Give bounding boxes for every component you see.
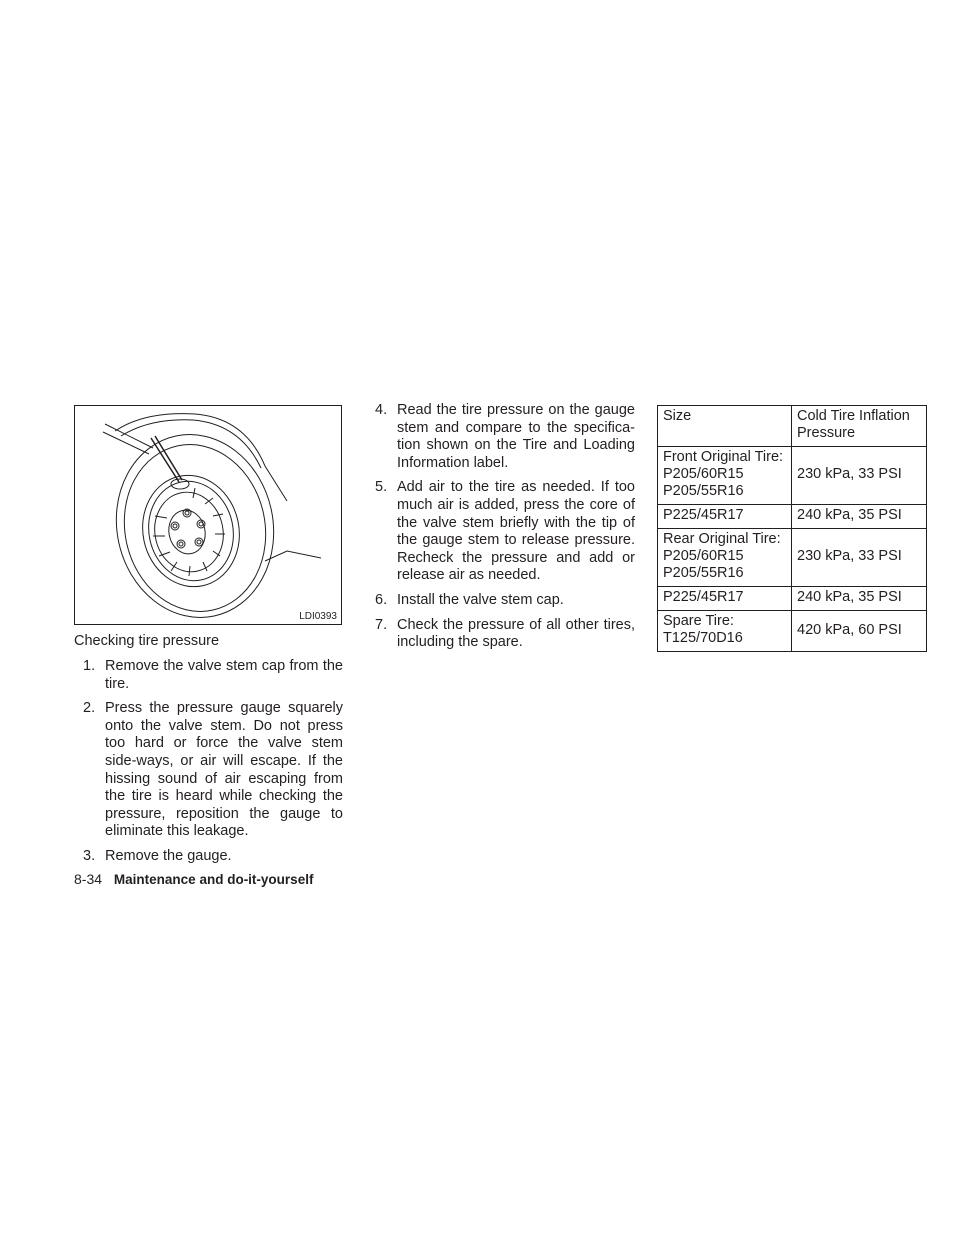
step-text: Install the valve stem cap. [397, 591, 564, 608]
header-pressure: Cold Tire Inflation Pressure [792, 406, 927, 447]
page-number: 8-34 [74, 871, 103, 887]
table-row [658, 529, 927, 587]
step-number: 2. [83, 700, 96, 717]
step-number: 3. [83, 847, 96, 864]
page-footer [74, 870, 313, 889]
steps-list-left [83, 658, 343, 873]
list-item [83, 658, 343, 693]
section-title: Maintenance and do-it-yourself [113, 872, 314, 887]
step-text: Remove the gauge. [105, 847, 232, 864]
figure-caption: Checking tire pressure [74, 633, 220, 649]
step-text: Check the pressure of all other tires, including the spare. [397, 616, 635, 651]
pressure-cell: 420 kPa, 60 PSI [792, 611, 927, 652]
list-item [375, 617, 635, 652]
tire-gauge-drawing [75, 406, 342, 625]
step-text: Read the tire pressure on the gauge stem and compare to the specifica-tion shown on the Tire and Loading Information label. [397, 402, 635, 471]
header-size: Size [658, 406, 792, 447]
step-number: 4. [375, 402, 388, 418]
pressure-cell: 230 kPa, 33 PSI [792, 447, 927, 505]
steps-list-right [375, 402, 635, 659]
list-item [83, 700, 343, 841]
step-text: Press the pressure gauge squarely onto the valve stem. Do not press too hard or force the valve stem side-ways, or air will escape. If the hissing sound of air escaping from the tire is heard while checking the pressure, reposition the gauge to eliminate this leakage. [105, 700, 343, 840]
step-text: Remove the valve stem cap from the tire. [105, 658, 343, 692]
step-number: 1. [83, 658, 96, 674]
step-number: 5. [375, 479, 388, 496]
figure-code: LDI0393 [299, 611, 337, 622]
list-item [375, 402, 635, 472]
tire-size-cell: Front Original Tire: P205/60R15 P205/55R16 [658, 447, 792, 505]
list-item [375, 479, 635, 585]
pressure-cell: 240 kPa, 35 PSI [792, 505, 927, 529]
tire-size-cell: Spare Tire: T125/70D16 [658, 611, 792, 652]
step-text: Add air to the tire as needed. If too much air is added, press the core of the valve stem briefly with the tip of the gauge stem to release pressure. Recheck the pressure and add or release air as needed. [397, 479, 635, 584]
tire-size-cell: Rear Original Tire: P205/60R15 P205/55R16 [658, 529, 792, 587]
step-number: 7. [375, 616, 388, 633]
table-row [658, 611, 927, 652]
table-row [658, 505, 927, 529]
tire-size-cell: P225/45R17 [658, 587, 792, 611]
list-item [375, 592, 635, 610]
list-item [83, 848, 343, 866]
pressure-cell: 230 kPa, 33 PSI [792, 529, 927, 587]
tire-pressure-table [657, 405, 927, 652]
tire-pressure-illustration [74, 405, 342, 625]
table-row [658, 447, 927, 505]
pressure-cell: 240 kPa, 35 PSI [792, 587, 927, 611]
table-header-row [658, 406, 927, 447]
tire-size-cell: P225/45R17 [658, 505, 792, 529]
step-number: 6. [375, 591, 388, 608]
table-row [658, 587, 927, 611]
